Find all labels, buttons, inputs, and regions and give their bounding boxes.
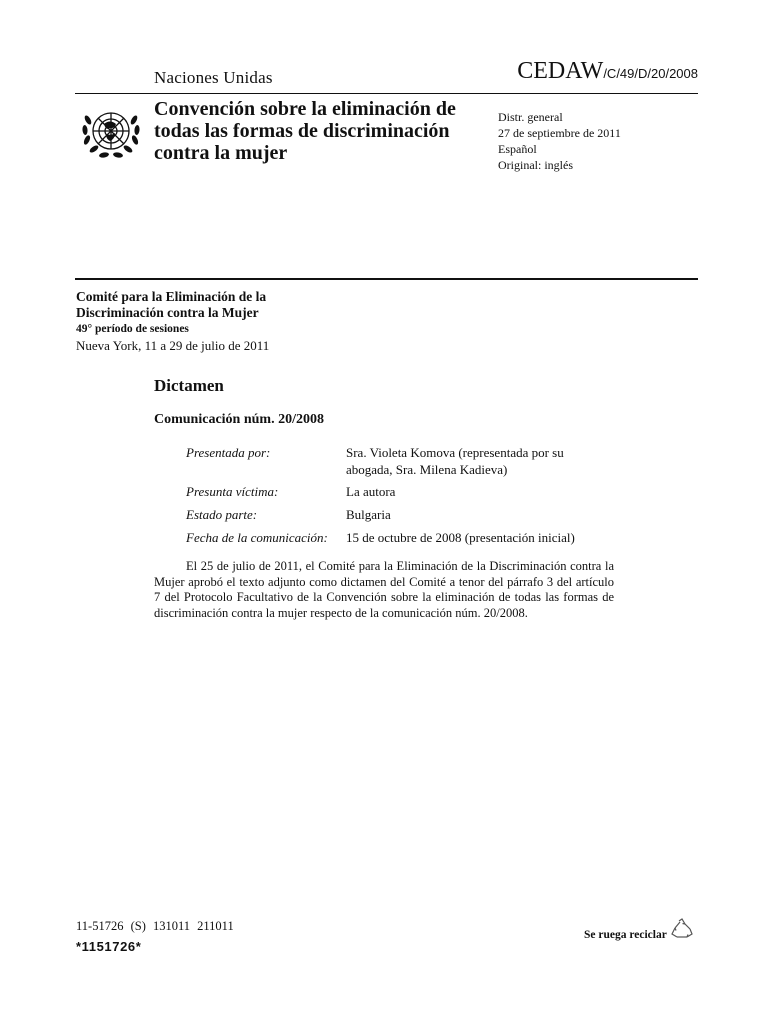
recycle-text: Se ruega reciclar bbox=[584, 929, 667, 941]
committee-name-line: Discriminación contra la Mujer bbox=[76, 305, 259, 320]
field-value: La autora bbox=[346, 484, 396, 499]
document-symbol bbox=[517, 58, 698, 85]
distribution-original: Original: inglés bbox=[498, 158, 573, 172]
convention-title-line: contra la mujer bbox=[154, 142, 288, 164]
committee-name-line: Comité para la Eliminación de la bbox=[76, 289, 267, 304]
place-dates: Nueva York, 11 a 29 de julio de 2011 bbox=[76, 338, 270, 353]
field-label: Fecha de la comunicación: bbox=[186, 530, 328, 545]
symbol-main: CEDAW bbox=[517, 58, 604, 84]
session-info: 49° período de sesiones bbox=[76, 323, 189, 335]
field-label: Presunta víctima: bbox=[186, 484, 279, 499]
convention-title-line: todas las formas de discriminación bbox=[154, 120, 450, 142]
barcode-number: *1151726* bbox=[76, 939, 142, 954]
field-value: Sra. Violeta Komova (representada por su abogada, Sra. Milena Kadieva) bbox=[346, 445, 564, 477]
field-label: Estado parte: bbox=[186, 507, 258, 522]
field-value: 15 de octubre de 2008 (presentación inicial) bbox=[346, 530, 575, 545]
convention-title-line: Convención sobre la eliminación de bbox=[154, 98, 456, 120]
body-paragraph: El 25 de julio de 2011, el Comité para la Eliminación de la Discriminación contra la Mujer aprobó el texto adjunto como dictamen del Comité a tenor del párrafo 3 del artículo 7 del Protocolo Facultativo de la Convención sobre la eliminación de todas las formas de discriminación contra la mujer respecto de la comunicación núm. 20/2008. bbox=[154, 559, 614, 620]
distribution-date: 27 de septiembre de 2011 bbox=[498, 126, 621, 140]
distribution-line: Distr. general bbox=[498, 110, 563, 124]
convention-title bbox=[154, 98, 484, 164]
field-label: Presentada por: bbox=[186, 445, 271, 460]
committee-name bbox=[76, 289, 266, 321]
section-heading: Dictamen bbox=[154, 376, 224, 395]
header-rule bbox=[75, 93, 698, 94]
distribution-info bbox=[498, 109, 621, 173]
document-code: 11-51726 (S) 131011 211011 bbox=[76, 919, 234, 933]
symbol-suffix: /C/49/D/20/2008 bbox=[603, 66, 698, 81]
un-emblem-icon bbox=[76, 100, 146, 166]
section-rule bbox=[75, 278, 698, 280]
organization-name: Naciones Unidas bbox=[154, 68, 273, 87]
distribution-language: Español bbox=[498, 142, 537, 156]
recycle-icon bbox=[670, 917, 694, 941]
communication-number: Comunicación núm. 20/2008 bbox=[154, 412, 324, 427]
field-value: Bulgaria bbox=[346, 507, 391, 522]
